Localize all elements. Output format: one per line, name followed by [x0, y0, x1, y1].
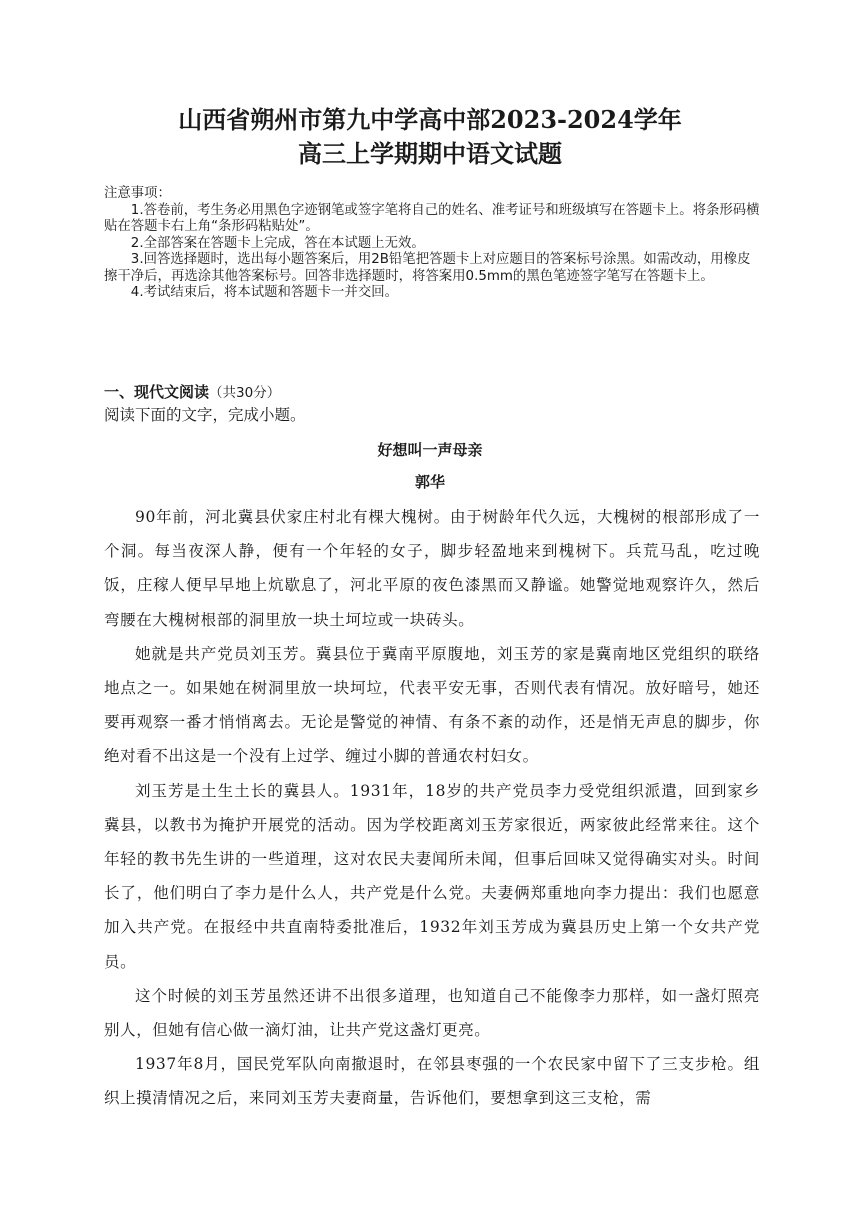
article-author: 郭华 — [414, 473, 445, 491]
document-title-line1: 山西省朔州市第九中学高中部2023-2024学年 — [178, 105, 682, 134]
notice-block — [104, 186, 760, 302]
notice-item: 3.回答选择题时，选出每小题答案后，用2B铅笔把答题卡上对应题目的答案标号涂黑。如需改动，用橡皮擦干净后，再选涂其他答案标号。回答非选择题时，将答案用0.5mm的黑色笔迹签字笔写在答题卡上。 — [104, 252, 751, 284]
section-score: （共30分） — [209, 385, 281, 401]
article-paragraph: 她就是共产党员刘玉芳。冀县位于冀南平原腹地，刘玉芳的家是冀南地区党组织的联络地点之一。如果她在树洞里放一块坷垃，代表平安无事，否则代表有情况。放好暗号，她还要再观察一番才悄悄离去。无论是警觉的神情、有条不紊的动作，还是悄无声息的脚步，你绝对看不出这是一个没有上过学、缠过小脚的普通农村妇女。 — [104, 644, 760, 766]
section-instruction: 阅读下面的文字，完成小题。 — [104, 406, 306, 424]
notice-item: 4.考试结束后，将本试题和答题卡一并交回。 — [130, 285, 398, 300]
article-title: 好想叫一声母亲 — [377, 441, 483, 459]
notice-item: 1.答卷前，考生务必用黑色字迹钢笔或签字笔将自己的姓名、准考证号和班级填写在答题卡上。将条形码横贴在答题卡右上角“条形码粘贴处”。 — [104, 202, 760, 234]
article-paragraph: 这个时候的刘玉芳虽然还讲不出很多道理，也知道自己不能像李力那样，如一盏灯照亮别人，但她有信心做一滴灯油，让共产党这盏灯更亮。 — [104, 986, 760, 1040]
article-paragraph: 90年前，河北冀县伏家庄村北有棵大槐树。由于树龄年代久远，大槐树的根部形成了一个洞。每当夜深人静，便有一个年轻的女子，脚步轻盈地来到槐树下。兵荒马乱，吃过晚饭，庄稼人便早早地上炕歇息了，河北平原的夜色漆黑而又静谧。她警觉地观察许久，然后弯腰在大槐树根部的洞里放一块土坷垃或一块砖头。 — [104, 508, 760, 629]
article-body — [104, 500, 760, 1116]
article-paragraph: 刘玉芳是土生土长的冀县人。1931年，18岁的共产党员李力受党组织派遣，回到家乡冀县，以教书为掩护开展党的活动。因为学校距离刘玉芳家很近，两家彼此经常来往。这个年轻的教书先生讲的一些道理，这对农民夫妻闻所未闻，但事后回味又觉得确实对头。时间长了，他们明白了李力是什么人，共产党是什么党。夫妻俩郑重地向李力提出：我们也愿意加入共产党。在报经中共直南特委批准后，1932年刘玉芳成为冀县历史上第一个女共产党员。 — [104, 781, 760, 971]
notice-heading: 注意事项： — [104, 186, 171, 201]
document-title-line2: 高三上学期期中语文试题 — [298, 139, 562, 168]
section-heading — [104, 382, 280, 403]
notice-item: 2.全部答案在答题卡上完成，答在本试题上无效。 — [130, 235, 425, 251]
section-title: 一、现代文阅读 — [104, 383, 210, 401]
article-paragraph: 1937年8月，国民党军队向南撤退时，在邻县枣强的一个农民家中留下了三支步枪。组织上摸清情况之后，来同刘玉芳夫妻商量，告诉他们，要想拿到这三支枪，需 — [104, 1055, 760, 1108]
